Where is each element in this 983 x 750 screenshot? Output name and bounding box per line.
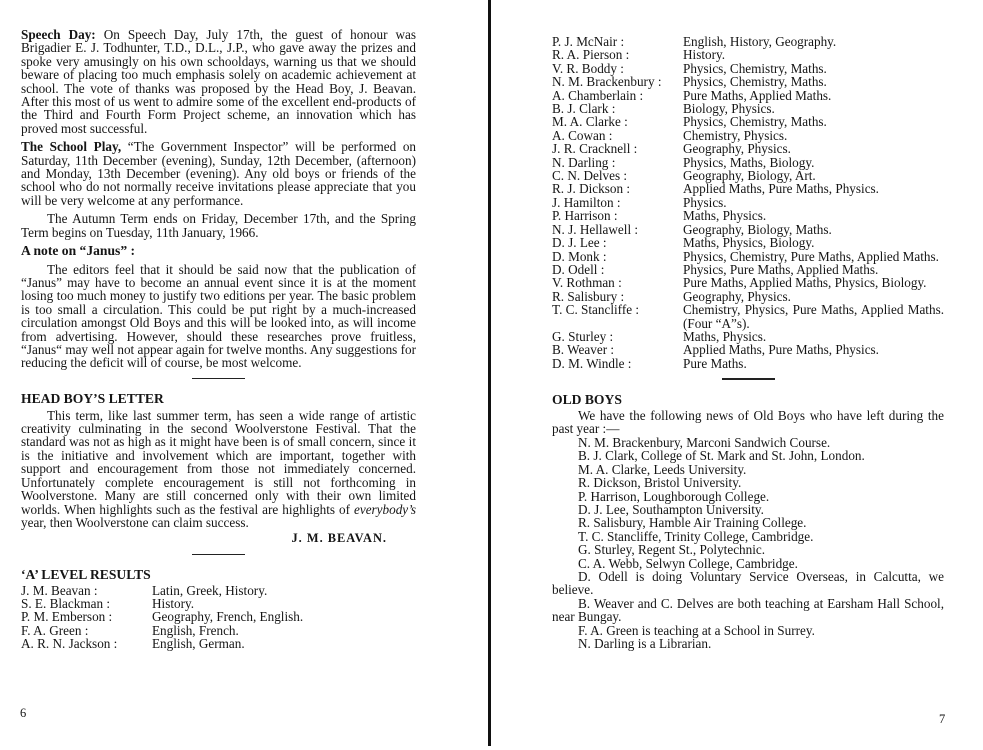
result-row	[552, 303, 944, 330]
letter-text: This term, like last summer term, has seen a wide range of artistic creativity culminating in the second Woolverstone Festival. That the standard was not as high as it might have been is of small concern, since it is the initiative and involvement which are important, together with support and encouragement from those not immediately concerned. Unfortunately complete encouragement is still not forthcoming in Woolverstone. Many are still concerned only with their own limited worlds. When highlights such as the festival are highlights of	[21, 407, 416, 517]
student-subjects: Physics, Pure Maths, Applied Maths.	[683, 261, 879, 277]
student-name: N. M. Brackenbury :	[552, 74, 662, 90]
speech-day-label: Speech Day:	[21, 27, 96, 42]
student-subjects: English, German.	[152, 636, 245, 652]
student-subjects: English, History, Geography.	[683, 34, 837, 49]
result-row	[552, 196, 944, 209]
old-boys-note: B. Weaver and C. Delves are both teaching at Earsham Hall School, near Bungay.	[552, 595, 944, 625]
section-divider	[192, 554, 245, 556]
result-row	[552, 89, 944, 102]
student-name: A. R. N. Jackson :	[21, 636, 118, 652]
janus-note-heading: A note on “Janus” :	[21, 243, 136, 259]
old-boy-entry: P. Harrison, Loughborough College.	[578, 488, 770, 504]
student-subjects: Geography, French, English.	[152, 609, 304, 625]
student-subjects: Applied Maths, Pure Maths, Physics.	[683, 342, 879, 358]
old-boy-entry: N. M. Brackenbury, Marconi Sandwich Course.	[578, 434, 831, 450]
result-row	[552, 343, 944, 356]
student-name: D. M. Windle :	[552, 355, 632, 371]
student-name: R. A. Pierson :	[552, 47, 630, 63]
result-row	[552, 48, 944, 61]
student-subjects: Chemistry, Physics.	[683, 127, 788, 143]
letter-emphasis: everybody’s	[353, 501, 416, 517]
right-page	[491, 0, 983, 750]
student-subjects: Pure Maths.	[683, 355, 747, 371]
old-boy-entry: R. Salisbury, Hamble Air Training College.	[578, 515, 807, 531]
school-play-paragraph	[21, 140, 416, 207]
left-page-column	[21, 28, 416, 651]
student-subjects: Geography, Biology, Art.	[683, 168, 816, 184]
a-level-results-list	[21, 584, 416, 651]
student-subjects: Maths, Physics.	[683, 208, 767, 224]
result-row	[552, 35, 944, 48]
page-number: 7	[939, 712, 946, 726]
student-subjects: Physics, Chemistry, Maths.	[683, 74, 827, 90]
student-subjects: English, French.	[152, 622, 239, 638]
student-name: B. Weaver :	[552, 342, 615, 358]
result-row	[552, 115, 944, 128]
student-name: D. J. Lee :	[552, 235, 607, 251]
old-boys-note: D. Odell is doing Voluntary Service Overseas, in Calcutta, we believe.	[552, 568, 944, 598]
student-subjects: Geography, Biology, Maths.	[683, 221, 832, 237]
a-level-results-continued	[552, 35, 944, 370]
student-name: T. C. Stancliffe :	[552, 302, 640, 318]
student-name: D. Odell :	[552, 261, 605, 277]
student-subjects: Applied Maths, Pure Maths, Physics.	[683, 181, 879, 197]
student-name: A. Cowan :	[552, 127, 613, 143]
old-boy-entry: M. A. Clarke, Leeds University.	[578, 461, 747, 477]
student-name: B. J. Clark :	[552, 101, 616, 117]
speech-day-text: On Speech Day, July 17th, the guest of honour was Brigadier E. J. Todhunter, T.D., D.L., J.P., who gave away the prizes and spoke very amusingly on his own schooldays, warning us that we should beware of placing too much emphasis solely on academic achievement at school. The vote of thanks was proposed by the Head Boy, J. Beavan. After this most of us went to admire some of the excellent end-products of the Third and Fourth Form Project scheme, an innovation which has proved most successful.	[21, 27, 416, 136]
result-row	[552, 236, 944, 249]
janus-note-paragraph: The editors feel that it should be said now that the publication of “Janus” may have to become an annual event since it is at the moment losing too much money to justify two editions per year. The basic problem is too small a circulation. This could be put right by a much-increased circulation amongst Old Boys and this will be looked into, as will income from advertising. However, should these researches prove fruitless, “Janus“ may well not appear again for twelve months. Any suggestions for reducing the deficit will of course, be most welcome.	[21, 261, 416, 371]
left-page	[0, 0, 488, 750]
letter-text-end: year, then Woolverstone can claim success.	[21, 514, 249, 530]
result-row	[552, 169, 944, 182]
student-name: P. Harrison :	[552, 208, 618, 224]
student-name: S. E. Blackman :	[21, 596, 111, 612]
head-boys-letter-heading: HEAD BOY’S LETTER	[21, 391, 164, 407]
a-level-results-heading: ‘A’ LEVEL RESULTS	[21, 567, 151, 583]
school-play-text: “The Government Inspector” will be performed on Saturday, 11th December (evening), Sunday, 12th December, (afternoon) and Monday, 13th December (evening). Any old boys or friends of the school who do not normally receive invitations please appreciate that you will be very welcome at any performance.	[21, 139, 417, 208]
old-boy-entry: G. Sturley, Regent St., Polytechnic.	[578, 542, 766, 558]
speech-day-paragraph	[21, 28, 416, 135]
student-subjects: Geography, Physics.	[683, 288, 791, 304]
autumn-term-paragraph: The Autumn Term ends on Friday, December 17th, and the Spring Term begins on Tuesday, 11th January, 1966.	[21, 211, 416, 240]
student-name: N. Darling :	[552, 154, 616, 170]
student-subjects: Physics.	[683, 194, 727, 210]
student-subjects: Geography, Physics.	[683, 141, 791, 157]
result-row	[552, 102, 944, 115]
result-row	[552, 209, 944, 222]
result-row	[21, 610, 416, 623]
student-subjects: Physics, Chemistry, Pure Maths, Applied Maths.	[683, 248, 939, 264]
student-subjects: Physics, Maths, Biology.	[683, 154, 815, 170]
old-boy-entry: R. Dickson, Bristol University.	[578, 475, 742, 491]
result-row	[552, 75, 944, 88]
student-subjects: Maths, Physics, Biology.	[683, 235, 815, 251]
result-row	[552, 62, 944, 75]
old-boy-entry: C. A. Webb, Selwyn College, Cambridge.	[578, 555, 798, 571]
student-name: R. J. Dickson :	[552, 181, 631, 197]
result-row	[552, 223, 944, 236]
school-play-label: The School Play,	[21, 139, 122, 155]
old-boy-entry: D. J. Lee, Southampton University.	[578, 501, 764, 517]
result-row	[552, 182, 944, 195]
result-row	[21, 637, 416, 650]
result-row	[552, 156, 944, 169]
result-row	[552, 290, 944, 303]
result-row	[552, 357, 944, 370]
student-name: P. M. Emberson :	[21, 609, 113, 625]
right-page-column	[552, 33, 944, 650]
letter-signature: J. M. BEAVAN.	[291, 531, 387, 546]
student-subjects: History.	[683, 47, 726, 63]
student-name: F. A. Green :	[21, 622, 89, 638]
old-boys-note: N. Darling is a Librarian.	[578, 635, 712, 651]
student-name: J. M. Beavan :	[21, 582, 98, 598]
student-subjects: Physics, Chemistry, Maths.	[683, 60, 827, 76]
student-name: C. N. Delves :	[552, 168, 628, 184]
old-boys-heading: OLD BOYS	[552, 391, 622, 407]
head-boys-letter-paragraph	[21, 409, 416, 530]
result-row	[552, 330, 944, 343]
student-subjects: Pure Maths, Applied Maths, Physics, Biology.	[683, 275, 927, 291]
result-row	[21, 584, 416, 597]
student-subjects: Biology, Physics.	[683, 101, 775, 117]
section-divider	[722, 378, 775, 380]
student-name: V. R. Boddy :	[552, 60, 624, 76]
student-subjects: Maths, Physics.	[683, 328, 767, 344]
student-subjects: Pure Maths, Applied Maths.	[683, 87, 832, 103]
student-name: M. A. Clarke :	[552, 114, 628, 130]
result-row	[552, 129, 944, 142]
result-row	[21, 624, 416, 637]
student-name: N. J. Hellawell :	[552, 221, 639, 237]
student-name: G. Sturley :	[552, 328, 614, 344]
student-subjects: Physics, Chemistry, Maths.	[683, 114, 827, 130]
page-number: 6	[20, 706, 27, 720]
student-subjects: Latin, Greek, History.	[152, 582, 268, 598]
student-name: J. Hamilton :	[552, 194, 621, 210]
section-divider	[192, 378, 245, 380]
student-name: A. Chamberlain :	[552, 87, 644, 103]
result-row	[552, 276, 944, 289]
old-boys-note: F. A. Green is teaching at a School in Surrey.	[578, 622, 815, 638]
old-boy-entry: B. J. Clark, College of St. Mark and St. John, London.	[578, 448, 865, 464]
student-name: V. Rothman :	[552, 275, 622, 291]
result-row	[552, 250, 944, 263]
student-name: D. Monk :	[552, 248, 607, 264]
student-name: R. Salisbury :	[552, 288, 625, 304]
student-subjects: History.	[152, 596, 195, 612]
old-boy-entry: T. C. Stancliffe, Trinity College, Cambridge.	[578, 528, 814, 544]
result-row	[552, 263, 944, 276]
result-row	[21, 597, 416, 610]
student-name: P. J. McNair :	[552, 34, 625, 49]
student-subjects: Chemistry, Physics, Pure Maths, Applied Maths. (Four “A”s).	[683, 302, 944, 331]
student-name: J. R. Cracknell :	[552, 141, 638, 157]
old-boys-intro: We have the following news of Old Boys who have left during the past year :—	[552, 408, 944, 437]
result-row	[552, 142, 944, 155]
